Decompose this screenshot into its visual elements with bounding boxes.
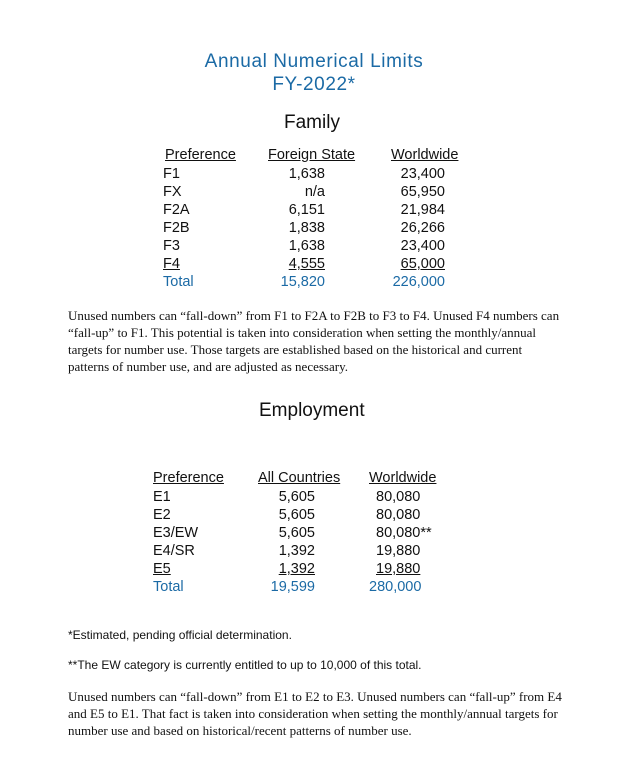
employment-row-pref: E4/SR [153,543,195,559]
employment-row-ww: 19,880 [376,543,421,559]
employment-row-ww: 80,080** [376,525,432,541]
family-row-ww: 21,984 [400,202,445,218]
employment-total-ac: 19,599 [270,579,315,595]
employment-total-label: Total [153,579,184,595]
family-row-ww: 23,400 [400,166,445,182]
employment-total-ww: 280,000 [369,579,422,595]
employment-row-ww [371,560,420,578]
family-row-pref: F4 [163,256,180,272]
footnote-ew: **The EW category is currently entitled to up to 10,000 of this total. [68,658,422,672]
family-row-ww: 26,266 [400,220,445,236]
employment-row-ac: 5,605 [278,507,315,523]
family-row-pref: FX [163,184,182,200]
employment-row-ac: 5,605 [278,525,315,541]
family-row-fs: 1,838 [288,220,325,236]
page-title: Annual Numerical Limits [204,51,424,72]
fiscal-year-subtitle: FY-2022* [272,74,356,95]
employment-note-line: number use and based on historical/recent patterns of number use. [68,723,412,738]
family-row-pref: F3 [163,238,180,254]
employment-heading: Employment [259,400,365,421]
employment-col-worldwide: Worldwide [369,470,437,486]
family-note-line: Unused numbers can “fall-down” from F1 to F2A to F2B to F3 to F4. Unused F4 numbers can [68,308,560,323]
employment-row-pref: E3/EW [153,525,199,541]
employment-row-ww: 80,080 [376,507,421,523]
employment-row-pref: E5 [153,561,171,577]
family-row-ww: 23,400 [400,238,445,254]
family-total-label: Total [163,274,194,290]
employment-row-ac: 1,392 [278,561,315,577]
family-total-fs: 15,820 [280,274,325,290]
employment-note-line: Unused numbers can “fall-down” from E1 to E2 to E3. Unused numbers can “fall-up” from E4 [68,689,562,704]
family-row-pref: F1 [163,166,180,182]
family-col-worldwide: Worldwide [391,147,459,163]
family-heading: Family [284,112,340,133]
family-row-fs: n/a [304,184,325,200]
employment-row-pref: E1 [153,489,171,505]
family-row-fs: 4,555 [288,256,325,272]
employment-row-pref: E2 [153,507,171,523]
employment-note-line: and E5 to E1. That fact is taken into consideration when setting the monthly/annual targets for [68,706,558,721]
family-note-line: targets for number use. Those targets are established based on the historical and current [68,342,523,357]
employment-col-preference: Preference [153,470,224,486]
employment-row-ww: 80,080 [376,489,421,505]
employment-row-ww-value: 19,880 [376,561,421,577]
family-row-pref: F2A [163,202,190,218]
family-row-pref: F2B [163,220,190,236]
family-col-foreign-state: Foreign State [268,147,356,163]
family-row-ww: 65,950 [400,184,445,200]
family-row-ww: 65,000 [400,256,445,272]
employment-row-ac: 5,605 [278,489,315,505]
employment-row-ac: 1,392 [278,543,315,559]
family-row-fs: 6,151 [288,202,325,218]
family-row-fs: 1,638 [288,238,325,254]
employment-col-all-countries: All Countries [258,470,341,486]
family-col-preference: Preference [165,147,236,163]
footnote-estimated: *Estimated, pending official determination. [68,628,292,642]
family-note-line: “fall-up” to F1. This potential is taken into consideration when setting the monthly/annual [68,325,537,340]
family-note-line: patterns of number use, and are adjusted as necessary. [68,359,348,374]
family-row-fs: 1,638 [288,166,325,182]
family-total-ww: 226,000 [392,274,445,290]
